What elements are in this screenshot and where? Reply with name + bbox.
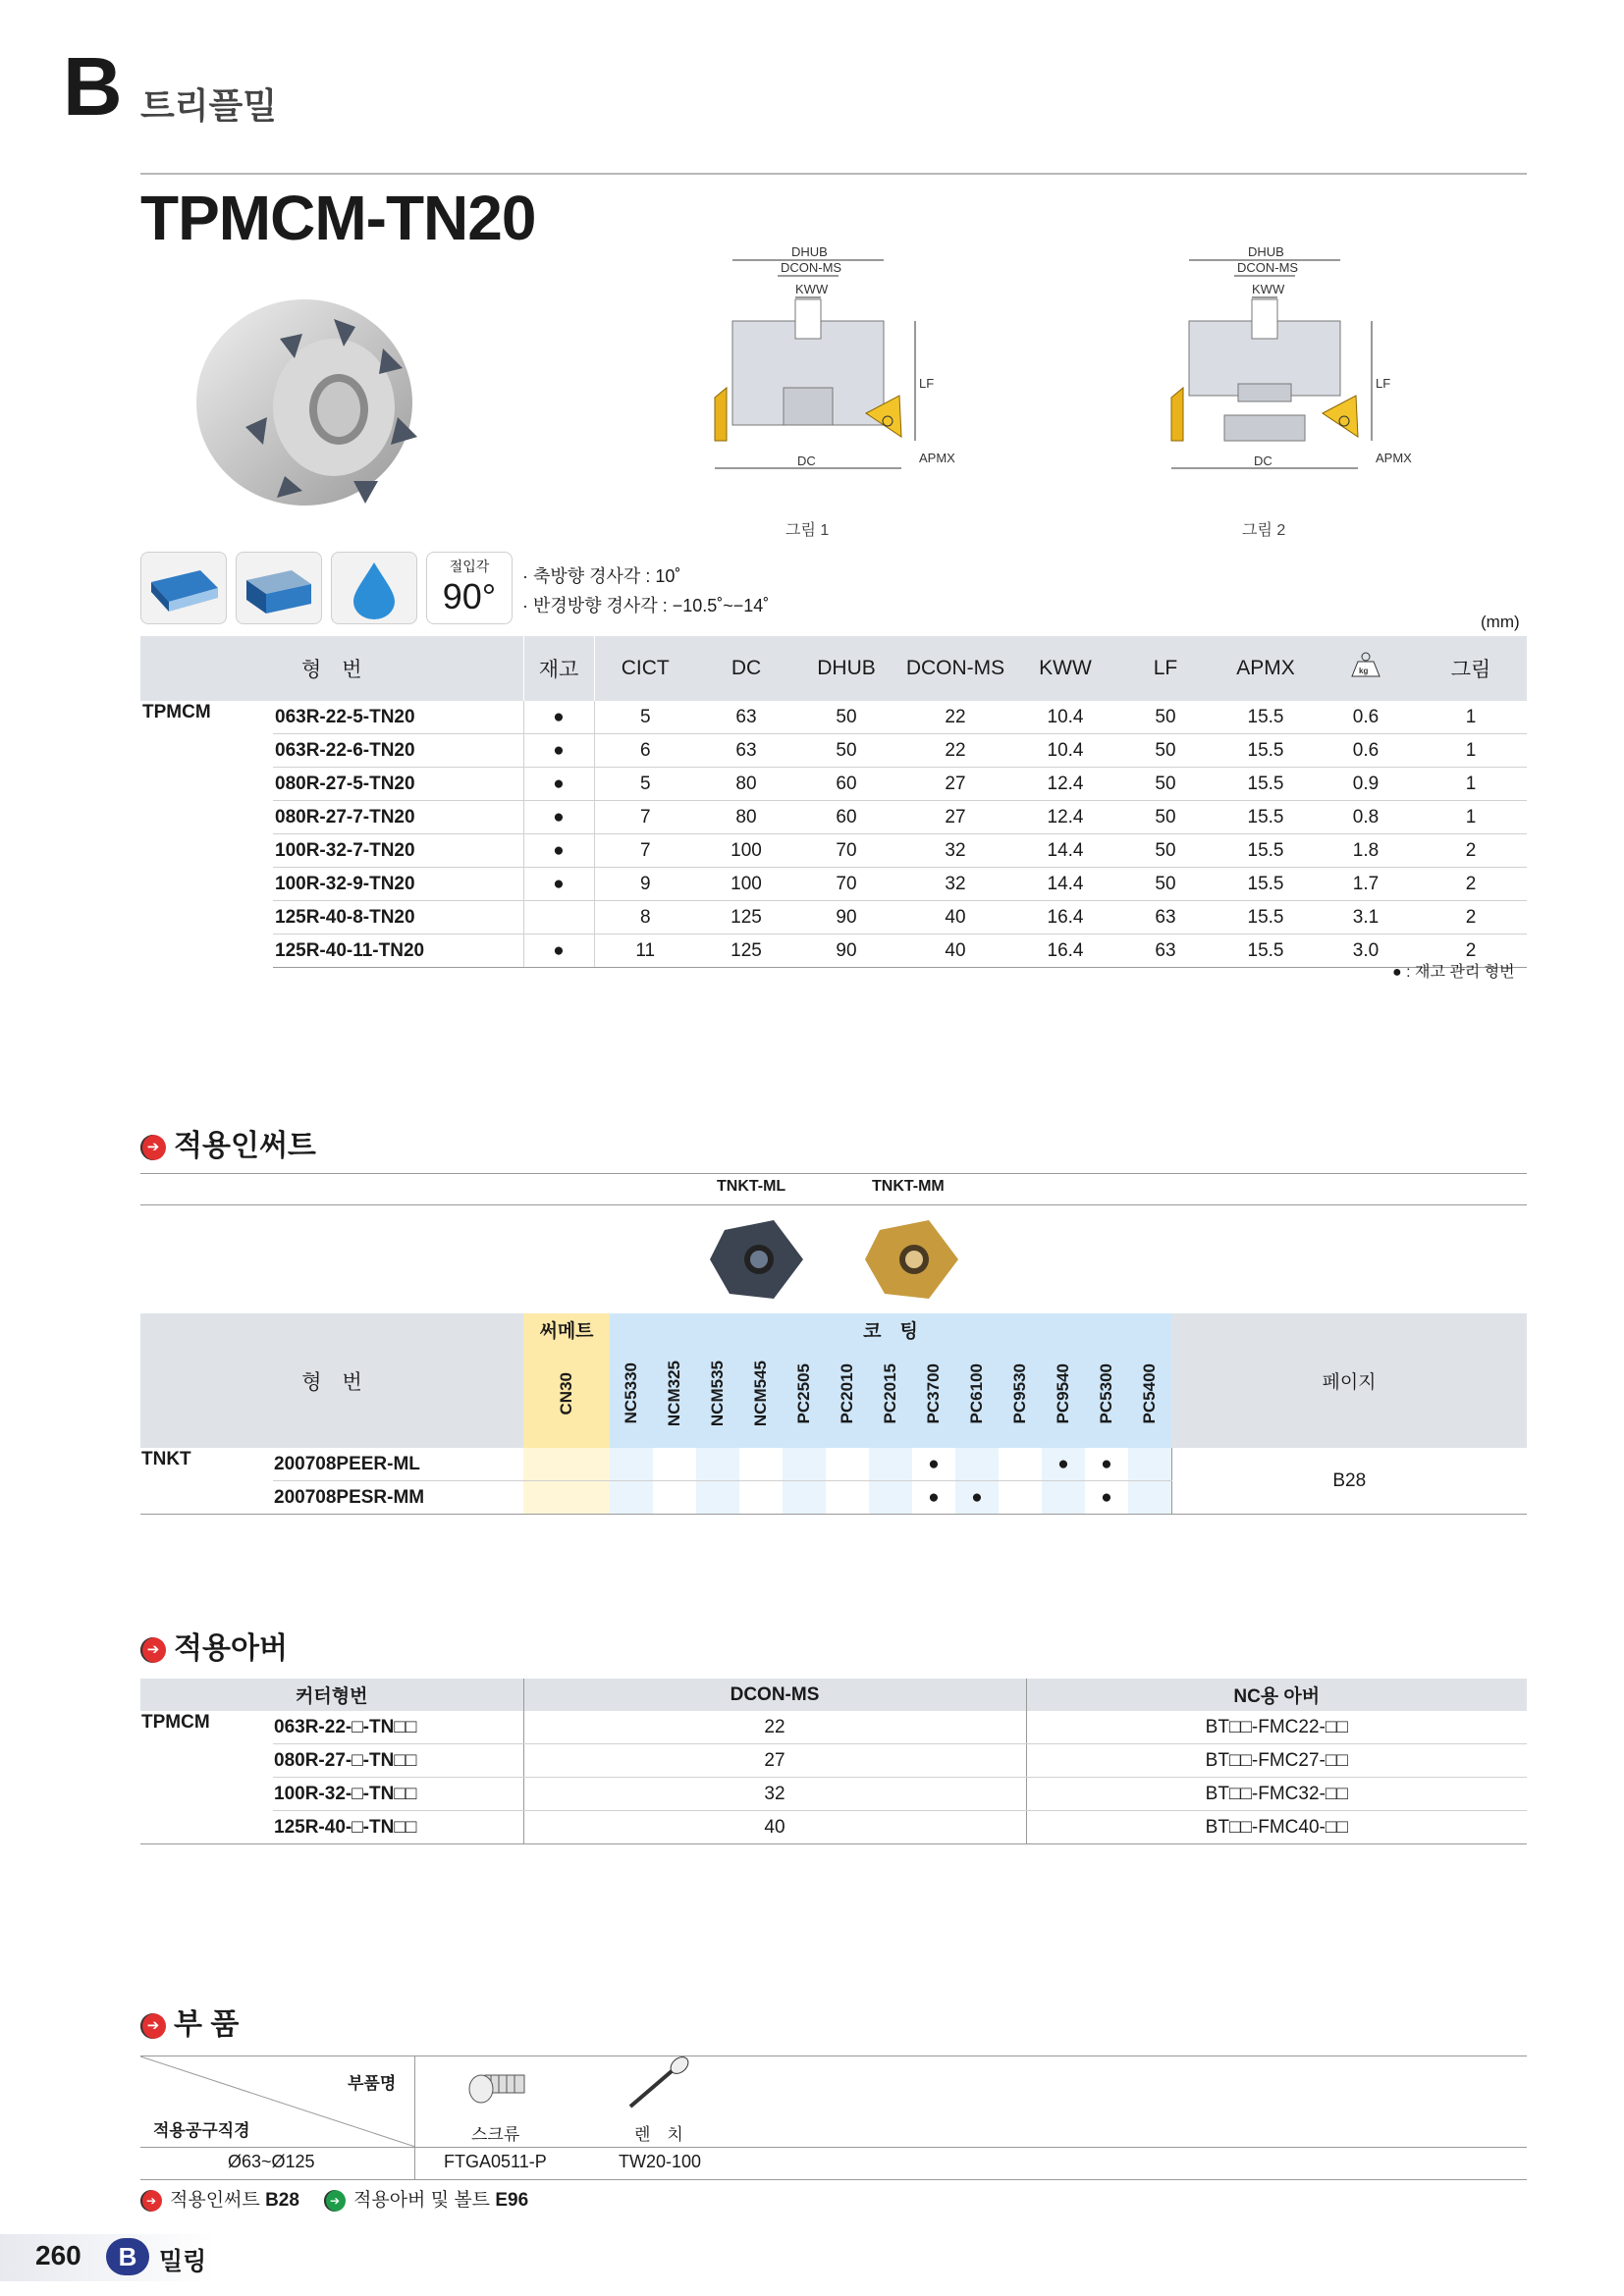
- stock-mark: ●: [523, 701, 594, 734]
- grade-label: NC5330: [622, 1362, 640, 1424]
- entry-angle-label: 절입각: [449, 559, 490, 574]
- cell-apmx: 15.5: [1215, 734, 1317, 768]
- part-name-screw: 스크류: [471, 2125, 520, 2144]
- arbor-cutter-model: 100R-32-□-TN□□: [273, 1778, 523, 1811]
- cell-dhub: 60: [796, 801, 896, 834]
- inserts-divider-mid: [140, 1204, 1527, 1205]
- grade-mark: [1128, 1481, 1171, 1515]
- cell-lf: 50: [1116, 801, 1215, 834]
- chapter-subtitle: 트리플밀: [140, 85, 278, 126]
- cell-dhub: 60: [796, 768, 896, 801]
- cell-apmx: 15.5: [1215, 934, 1317, 968]
- cell-apmx: 15.5: [1215, 701, 1317, 734]
- arbor-dcon: 40: [523, 1811, 1026, 1844]
- grade-mark: [739, 1448, 783, 1481]
- cell-lf: 50: [1116, 734, 1215, 768]
- dim-label-dhub: DHUB: [791, 244, 828, 259]
- dim-label-lf-2: LF: [1376, 376, 1391, 391]
- weight-icon: [1346, 651, 1385, 680]
- arbor-dcon: 27: [523, 1744, 1026, 1778]
- spec-row: [140, 734, 1527, 768]
- shoulder-milling-icon: [236, 552, 322, 624]
- cell-kg: 3.1: [1317, 901, 1415, 934]
- ref-arbors-text: 적용아버 및 볼트: [353, 2190, 491, 2211]
- cell-kg: 0.8: [1317, 801, 1415, 834]
- arbor-row: [140, 1744, 1527, 1778]
- unit-label: (mm): [1481, 613, 1520, 631]
- grade-mark: [999, 1481, 1042, 1515]
- spec-row: [140, 901, 1527, 934]
- cell-kww: 10.4: [1014, 701, 1116, 734]
- cell-kg: 1.7: [1317, 868, 1415, 901]
- arbors-section-title: 적용아버: [174, 1632, 288, 1665]
- grade-mark: [783, 1448, 826, 1481]
- grade-mark: [783, 1481, 826, 1515]
- spec-row: [140, 834, 1527, 868]
- insert-header-coating: 코 팅: [610, 1313, 1171, 1345]
- model-code: 100R-32-9-TN20: [273, 868, 523, 901]
- cell-apmx: 15.5: [1215, 768, 1317, 801]
- cell-lf: 50: [1116, 701, 1215, 734]
- cell-fig: 1: [1415, 701, 1527, 734]
- cell-dhub: 50: [796, 701, 896, 734]
- cell-kg: 0.6: [1317, 701, 1415, 734]
- cell-fig: 2: [1415, 834, 1527, 868]
- grade-header: [1085, 1345, 1128, 1448]
- cell-fig: 2: [1415, 901, 1527, 934]
- cell-dcon: 40: [896, 934, 1014, 968]
- model-code: 080R-27-5-TN20: [273, 768, 523, 801]
- axial-rake-note: · 축방향 경사각 : 10˚: [522, 566, 681, 586]
- stock-mark: ●: [523, 801, 594, 834]
- ref-arbors-code: E96: [495, 2190, 529, 2211]
- parts-corner-top: 부품명: [348, 2074, 397, 2093]
- spec-table: [140, 636, 1527, 968]
- model-code: 080R-27-7-TN20: [273, 801, 523, 834]
- grade-header: [696, 1345, 739, 1448]
- cell-cict: 8: [594, 901, 696, 934]
- header-dc: DC: [696, 636, 796, 701]
- cell-kg: 0.6: [1317, 734, 1415, 768]
- chapter-letter: B: [63, 40, 123, 133]
- arrow-circle-icon: ➔: [140, 1135, 166, 1160]
- figure-2-caption: 그림 2: [1242, 522, 1286, 539]
- dim-label-kww: KWW: [795, 282, 829, 296]
- header-figure: 그림: [1415, 636, 1527, 701]
- cell-lf: 50: [1116, 768, 1215, 801]
- cell-cict: 5: [594, 768, 696, 801]
- dim-label-lf: LF: [919, 376, 935, 391]
- rake-angle-notes: [522, 561, 769, 620]
- cell-dc: 80: [696, 801, 796, 834]
- arbor-nc-model: BT□□-FMC40-□□: [1026, 1811, 1527, 1844]
- dim-label-apmx-2: APMX: [1376, 451, 1412, 465]
- dim-label-dcon-2: DCON-MS: [1237, 260, 1299, 275]
- arrow-circle-icon: ➔: [140, 2190, 162, 2212]
- grade-header: [523, 1345, 610, 1448]
- arbor-dcon: 22: [523, 1711, 1026, 1744]
- cell-kww: 10.4: [1014, 734, 1116, 768]
- spec-header-row: [140, 636, 1527, 701]
- cell-dhub: 70: [796, 834, 896, 868]
- parts-divider-mid: [140, 2147, 1527, 2148]
- cell-dc: 63: [696, 734, 796, 768]
- dim-label-dcon: DCON-MS: [781, 260, 842, 275]
- cell-dhub: 50: [796, 734, 896, 768]
- arbor-nc-model: BT□□-FMC27-□□: [1026, 1744, 1527, 1778]
- part-name-wrench: 렌 치: [634, 2125, 683, 2144]
- header-divider: [140, 173, 1527, 175]
- figure-1-caption: 그림 1: [785, 522, 830, 539]
- inserts-table: [140, 1313, 1527, 1515]
- part-code-screw: FTGA0511-P: [444, 2152, 547, 2171]
- grade-mark: [826, 1481, 869, 1515]
- stock-legend: ● : 재고 관리 형번: [1392, 964, 1515, 981]
- grade-label: PC6100: [967, 1362, 986, 1424]
- grade-label: PC2015: [881, 1362, 899, 1424]
- parts-section-title: 부 품: [174, 2008, 240, 2041]
- grade-mark: [523, 1448, 610, 1481]
- series-name: TPMCM: [142, 702, 211, 722]
- cell-fig: 1: [1415, 734, 1527, 768]
- cell-dcon: 32: [896, 834, 1014, 868]
- footer-chapter-badge: B: [106, 2238, 149, 2275]
- cell-lf: 63: [1116, 934, 1215, 968]
- arbor-header-dcon: DCON-MS: [523, 1679, 1026, 1711]
- grade-header: [739, 1345, 783, 1448]
- cell-dc: 100: [696, 834, 796, 868]
- stock-mark: ●: [523, 868, 594, 901]
- product-title: TPMCM-TN20: [140, 183, 536, 253]
- grade-mark: [869, 1481, 912, 1515]
- header-kww: KWW: [1014, 636, 1116, 701]
- dim-label-dhub-2: DHUB: [1248, 244, 1284, 259]
- cell-kww: 16.4: [1014, 901, 1116, 934]
- arbors-table: [140, 1679, 1527, 1844]
- grade-label: PC2010: [838, 1362, 856, 1424]
- header-dcon: DCON-MS: [896, 636, 1014, 701]
- grade-header: [999, 1345, 1042, 1448]
- grade-mark: [869, 1448, 912, 1481]
- model-code: 125R-40-11-TN20: [273, 934, 523, 968]
- cell-dcon: 40: [896, 901, 1014, 934]
- model-code: 125R-40-8-TN20: [273, 901, 523, 934]
- dim-label-dc-2: DC: [1254, 454, 1272, 468]
- grade-mark: [955, 1448, 999, 1481]
- stock-mark: ●: [523, 834, 594, 868]
- cell-dc: 80: [696, 768, 796, 801]
- parts-section-header: [140, 2000, 239, 2043]
- grade-label: PC9540: [1054, 1362, 1072, 1424]
- cell-kww: 16.4: [1014, 934, 1116, 968]
- grade-header: [653, 1345, 696, 1448]
- cell-dcon: 22: [896, 734, 1014, 768]
- grade-mark: [999, 1448, 1042, 1481]
- header-lf: LF: [1116, 636, 1215, 701]
- insert-series: TNKT: [140, 1448, 273, 1515]
- stock-mark: [523, 901, 594, 934]
- grade-header: [783, 1345, 826, 1448]
- arbors-section-header: [140, 1624, 288, 1667]
- insert-header-page: 페이지: [1171, 1313, 1527, 1448]
- cell-apmx: 15.5: [1215, 901, 1317, 934]
- grade-mark: [826, 1448, 869, 1481]
- cell-fig: 2: [1415, 868, 1527, 901]
- grade-mark: ●: [1085, 1448, 1128, 1481]
- cell-kww: 12.4: [1014, 768, 1116, 801]
- spec-row: [140, 868, 1527, 901]
- insert-header-model: 형 번: [140, 1313, 523, 1448]
- diagram-figure-2: [1144, 240, 1458, 486]
- insert-row: [140, 1448, 1527, 1481]
- parts-corner-bottom: 적용공구직경: [153, 2121, 250, 2140]
- arbor-nc-model: BT□□-FMC22-□□: [1026, 1711, 1527, 1744]
- arbor-row: [140, 1811, 1527, 1844]
- grade-header: [869, 1345, 912, 1448]
- cell-dc: 125: [696, 934, 796, 968]
- cell-dcon: 27: [896, 801, 1014, 834]
- arbor-cutter-model: 080R-27-□-TN□□: [273, 1744, 523, 1778]
- cell-dc: 63: [696, 701, 796, 734]
- grade-label: CN30: [557, 1371, 575, 1415]
- grade-mark: [523, 1481, 610, 1515]
- insert-image-label-mm: TNKT-MM: [872, 1178, 945, 1195]
- coolant-icon: [331, 552, 417, 624]
- header-cict: CICT: [594, 636, 696, 701]
- cell-dcon: 32: [896, 868, 1014, 901]
- spec-row: [140, 701, 1527, 734]
- grade-mark: ●: [912, 1481, 955, 1515]
- grade-mark: [610, 1481, 653, 1515]
- cell-cict: 11: [594, 934, 696, 968]
- dim-label-kww-2: KWW: [1252, 282, 1285, 296]
- grade-label: NCM325: [665, 1360, 683, 1427]
- cell-lf: 50: [1116, 868, 1215, 901]
- cell-fig: 2: [1415, 934, 1527, 968]
- insert-model: 200708PEER-ML: [273, 1448, 523, 1481]
- model-code: 063R-22-6-TN20: [273, 734, 523, 768]
- header-dhub: DHUB: [796, 636, 896, 701]
- grade-mark: ●: [1042, 1448, 1085, 1481]
- grade-label: PC5400: [1140, 1362, 1159, 1424]
- arbor-row: [140, 1711, 1527, 1744]
- arbor-dcon: 32: [523, 1778, 1026, 1811]
- cell-lf: 63: [1116, 901, 1215, 934]
- grade-header: [1128, 1345, 1171, 1448]
- cell-dcon: 22: [896, 701, 1014, 734]
- grade-header: [955, 1345, 999, 1448]
- diagram-figure-1: [687, 240, 1001, 486]
- cell-kg: 3.0: [1317, 934, 1415, 968]
- spec-row: [140, 768, 1527, 801]
- cell-cict: 9: [594, 868, 696, 901]
- insert-header-cermet: 써메트: [523, 1313, 610, 1345]
- cutter-image: [187, 280, 422, 515]
- arbor-header-nc: NC용 아버: [1026, 1679, 1527, 1711]
- inserts-section-title: 적용인써트: [174, 1130, 316, 1162]
- grade-mark: ●: [912, 1448, 955, 1481]
- grade-mark: [696, 1448, 739, 1481]
- parts-col-divider: [414, 2056, 415, 2180]
- face-milling-icon: [140, 552, 227, 624]
- grade-label: PC3700: [924, 1362, 943, 1424]
- cell-fig: 1: [1415, 768, 1527, 801]
- cell-fig: 1: [1415, 801, 1527, 834]
- grade-label: PC9530: [1010, 1362, 1029, 1424]
- cell-kww: 12.4: [1014, 801, 1116, 834]
- cell-apmx: 15.5: [1215, 834, 1317, 868]
- grade-label: NCM535: [708, 1360, 727, 1427]
- arrow-circle-icon: ➔: [324, 2190, 346, 2212]
- entry-angle-box: [426, 552, 513, 624]
- grade-mark: [610, 1448, 653, 1481]
- inserts-divider-top: [140, 1173, 1527, 1174]
- cell-dhub: 70: [796, 868, 896, 901]
- grade-header: [826, 1345, 869, 1448]
- cell-kg: 1.8: [1317, 834, 1415, 868]
- arbor-series: TPMCM: [140, 1711, 273, 1844]
- model-code: 063R-22-5-TN20: [273, 701, 523, 734]
- cell-kg: 0.9: [1317, 768, 1415, 801]
- cell-dc: 100: [696, 868, 796, 901]
- arrow-circle-icon: ➔: [140, 1637, 166, 1663]
- grade-header: [912, 1345, 955, 1448]
- cell-cict: 5: [594, 701, 696, 734]
- cell-dcon: 27: [896, 768, 1014, 801]
- grade-label: NCM545: [751, 1360, 770, 1427]
- arrow-circle-icon: ➔: [140, 2013, 166, 2039]
- arbor-header-cutter: 커터형번: [140, 1679, 523, 1711]
- insert-image-label-ml: TNKT-ML: [717, 1178, 786, 1195]
- wrench-icon: [623, 2054, 693, 2114]
- page-number: 260: [35, 2240, 81, 2270]
- part-code-wrench: TW20-100: [619, 2152, 702, 2171]
- cell-cict: 7: [594, 801, 696, 834]
- screw-icon: [461, 2059, 530, 2116]
- header-weight: [1317, 636, 1415, 701]
- parts-diameter: Ø63~Ø125: [228, 2152, 315, 2171]
- grade-mark: [739, 1481, 783, 1515]
- model-code: 100R-32-7-TN20: [273, 834, 523, 868]
- grade-mark: [1128, 1448, 1171, 1481]
- insert-mm-image: [860, 1215, 968, 1304]
- grade-mark: [696, 1481, 739, 1515]
- cell-dc: 125: [696, 901, 796, 934]
- cell-apmx: 15.5: [1215, 801, 1317, 834]
- insert-ml-image: [705, 1215, 813, 1304]
- grade-mark: [653, 1448, 696, 1481]
- entry-angle-value: 90°: [442, 576, 497, 616]
- cell-cict: 6: [594, 734, 696, 768]
- grade-mark: [1042, 1481, 1085, 1515]
- cell-kww: 14.4: [1014, 834, 1116, 868]
- header-stock: 재고: [523, 636, 594, 701]
- arbor-cutter-model: 125R-40-□-TN□□: [273, 1811, 523, 1844]
- dim-label-dc: DC: [797, 454, 816, 468]
- spec-row: [140, 934, 1527, 968]
- stock-mark: ●: [523, 934, 594, 968]
- stock-mark: ●: [523, 734, 594, 768]
- cell-lf: 50: [1116, 834, 1215, 868]
- header-model: 형 번: [140, 636, 523, 701]
- grade-header: [1042, 1345, 1085, 1448]
- grade-mark: ●: [1085, 1481, 1128, 1515]
- ref-inserts-text: 적용인써트: [170, 2190, 260, 2211]
- spec-row: [140, 801, 1527, 834]
- svg-text:kg: kg: [1359, 667, 1369, 675]
- inserts-section-header: [140, 1121, 316, 1164]
- insert-model: 200708PESR-MM: [273, 1481, 523, 1515]
- parts-divider-bottom: [140, 2179, 1527, 2180]
- ref-arbors-link[interactable]: [324, 2185, 528, 2212]
- arbor-cutter-model: 063R-22-□-TN□□: [273, 1711, 523, 1744]
- cell-cict: 7: [594, 834, 696, 868]
- cell-apmx: 15.5: [1215, 868, 1317, 901]
- grade-label: PC5300: [1097, 1362, 1115, 1424]
- arbor-nc-model: BT□□-FMC32-□□: [1026, 1778, 1527, 1811]
- footer-chapter-label: 밀링: [159, 2248, 207, 2275]
- grade-mark: [653, 1481, 696, 1515]
- stock-mark: ●: [523, 768, 594, 801]
- arbor-row: [140, 1778, 1527, 1811]
- grade-label: PC2505: [794, 1362, 813, 1424]
- ref-inserts-code: B28: [265, 2190, 299, 2211]
- grade-mark: ●: [955, 1481, 999, 1515]
- header-apmx: APMX: [1215, 636, 1317, 701]
- cell-kww: 14.4: [1014, 868, 1116, 901]
- cell-dhub: 90: [796, 901, 896, 934]
- radial-rake-note: · 반경방향 경사각 : −10.5˚~−14˚: [522, 596, 770, 615]
- insert-page-ref: B28: [1171, 1448, 1527, 1515]
- dim-label-apmx: APMX: [919, 451, 955, 465]
- ref-inserts-link[interactable]: [140, 2185, 299, 2212]
- grade-header: [610, 1345, 653, 1448]
- cell-dhub: 90: [796, 934, 896, 968]
